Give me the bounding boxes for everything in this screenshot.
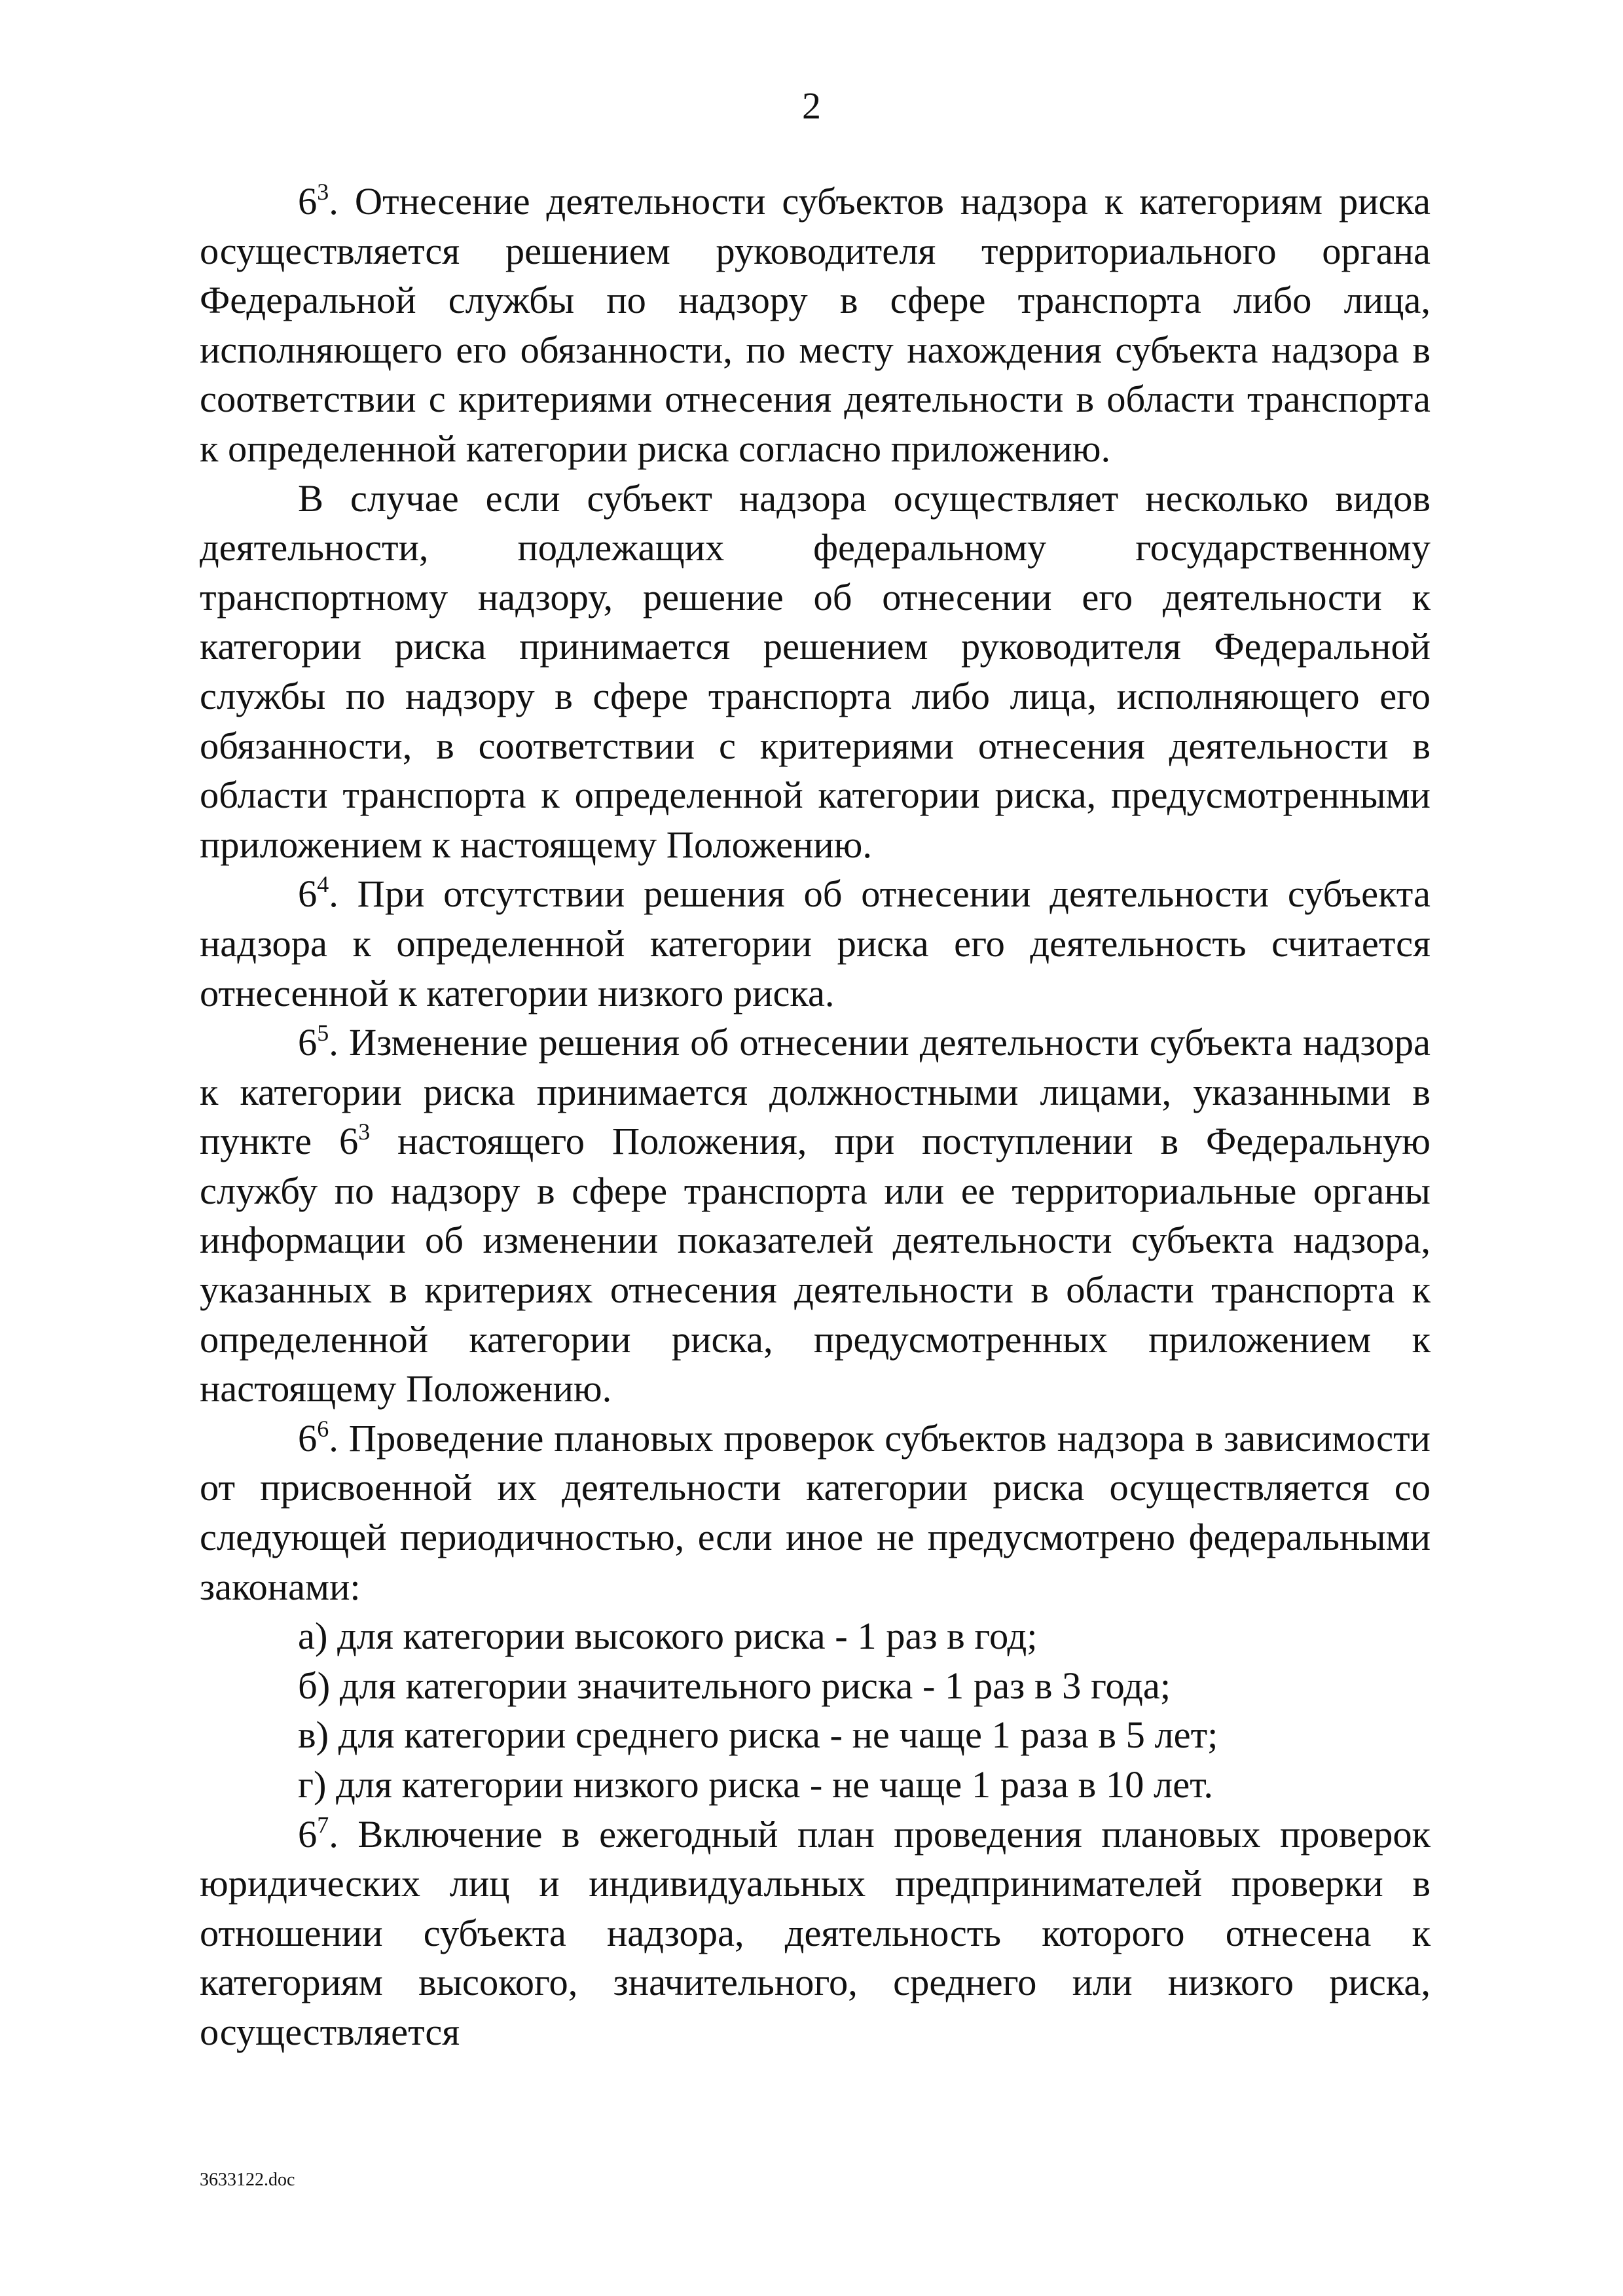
paragraph-number: 6	[298, 1416, 318, 1460]
list-item: г) для категории низкого риска - не чаще 1 раза в 10 лет.	[298, 1763, 1214, 1806]
paragraph-superscript: 4	[317, 871, 329, 898]
paragraph-number: 6	[298, 872, 318, 916]
paragraph-superscript: 5	[317, 1020, 329, 1047]
paragraph-text: . Включение в ежегодный план проведения плановых проверок юридических лиц и индивидуальных предпринимателей проверки в отношении субъекта надзора, деятельность которого отнесена к категориям высокого, значительного, среднего или низкого риска, осуществляется	[200, 1812, 1431, 2053]
list-item: б) для категории значительного риска - 1 раз в 3 года;	[298, 1664, 1171, 1707]
list-item: в) для категории среднего риска - не чаще 1 раза в 5 лет;	[298, 1713, 1218, 1757]
reference-superscript: 3	[358, 1119, 371, 1145]
paragraph-text: . Изменение решения об отнесении деятельности субъекта надзора к категории риска принимается должностными лицами, указанными в пункте	[200, 1021, 1431, 1163]
paragraph-superscript: 3	[317, 179, 329, 205]
paragraph-6-3-second	[200, 474, 1431, 870]
paragraph-number: 6	[298, 1021, 318, 1064]
paragraph-6-7	[200, 1810, 1431, 2057]
paragraph-text: . При отсутствии решения об отнесении деятельности субъекта надзора к определенной категории риска его деятельность считается отнесенной к категории низкого риска.	[200, 872, 1431, 1014]
paragraph-number: 6	[298, 1812, 318, 1856]
paragraph-6-6	[200, 1414, 1431, 1611]
paragraph-superscript: 6	[317, 1415, 329, 1442]
paragraph-6-4	[200, 869, 1431, 1018]
paragraph-text: В случае если субъект надзора осуществляет несколько видов деятельности, подлежащих федеральному государственному транспортному надзору, решение об отнесении его деятельности к категории риска принимается решением руководителя Федеральной службы по надзору в сфере транспорта либо лица, исполняющего его обязанности, в соответствии с критериями отнесения деятельности в области транспорта к определенной категории риска, предусмотренными приложением к настоящему Положению.	[200, 476, 1431, 866]
paragraph-6-5	[200, 1018, 1431, 1414]
list-item: а) для категории высокого риска - 1 раз в год;	[298, 1615, 1038, 1658]
paragraph-text: . Проведение плановых проверок субъектов надзора в зависимости от присвоенной их деятельности категории риска осуществляется со следующей периодичностью, если иное не предусмотрено федеральными законами:	[200, 1416, 1431, 1608]
document-body	[200, 177, 1431, 2057]
paragraph-6-3	[200, 177, 1431, 474]
paragraph-superscript: 7	[317, 1811, 329, 1838]
file-name-footer: 3633122.doc	[200, 2170, 295, 2190]
paragraph-number: 6	[298, 180, 318, 223]
paragraph-text: настоящего Положения, при поступлении в Федеральную службу по надзору в сфере транспорта или ее территориальные органы информации об изменении показателей деятельности субъекта надзора, указанных в критериях отнесения деятельности в области транспорта к определенной категории риска, предусмотренных приложением к настоящему Положению.	[200, 1120, 1431, 1410]
page-number: 2	[802, 84, 821, 127]
reference-number: 6	[338, 1120, 359, 1163]
paragraph-text: . Отнесение деятельности субъектов надзора к категориям риска осуществляется решением руководителя территориального органа Федеральной службы по надзору в сфере транспорта либо лица, исполняющего его обязанности, по месту нахождения субъекта надзора в соответствии с критериями отнесения деятельности в области транспорта к определенной категории риска согласно приложению.	[200, 180, 1431, 470]
